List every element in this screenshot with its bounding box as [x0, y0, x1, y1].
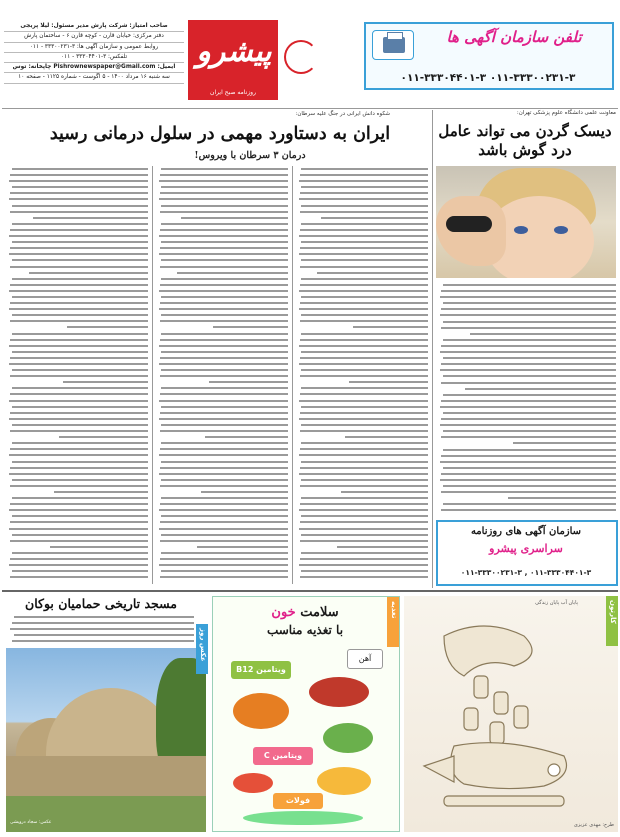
masthead-row: ایمیل: Pishrownewspaper@Gmail.com چاپخانه: توس	[4, 63, 184, 73]
hammam-body	[6, 614, 194, 646]
hammam-mosque-photo	[6, 648, 206, 832]
main-article-col-2	[156, 166, 288, 584]
blood-health-ad	[212, 596, 400, 832]
adorg-ad-subtitle: سراسری پیشرو	[489, 542, 563, 555]
health-ad-subtitle: با تغذیه مناسب	[266, 623, 344, 637]
main-article-col-1	[296, 166, 428, 584]
column-divider	[432, 110, 433, 588]
cartoon-caption: پایان آب پایان زندگی	[535, 600, 578, 606]
food-icon	[309, 677, 369, 707]
cartoon-art	[404, 596, 618, 832]
logo-name: پیشرو	[196, 34, 272, 69]
masthead-row: روابط عمومی و سازمان آگهی ها: ۳-۳۳۳۰۰۲۳۱ - ۰۱۱	[4, 43, 184, 53]
adorg-ad-title: سازمان آگهی های روزنامه	[470, 526, 582, 537]
right-article-kicker: معاونت علمی دانشگاه علوم پزشکی تهران:	[516, 110, 616, 116]
column-divider	[292, 166, 293, 584]
right-article-body	[436, 282, 616, 514]
folate-badge: فولات	[273, 793, 323, 809]
boy-ear-exam-photo	[436, 166, 616, 278]
food-icon	[317, 767, 371, 795]
logo-swirl-icon	[278, 34, 318, 82]
main-article-col-3	[6, 166, 148, 584]
phone-ad-title: تلفن سازمان آگهی ها	[446, 28, 582, 46]
food-icon	[323, 723, 373, 753]
fax-icon	[372, 30, 414, 60]
right-article-headline: دیسک گردن می تواند عامل درد گوش باشد	[438, 122, 612, 159]
health-ad-title	[217, 605, 393, 620]
column-divider	[152, 166, 153, 584]
adorg-ad-box	[436, 520, 618, 586]
masthead-info	[4, 22, 184, 106]
health-ad-title-part: سلامت	[295, 605, 339, 620]
masthead-row: صاحب امتیاز: شرکت پارش مدیر مسئول: لیلا پریجی	[4, 22, 184, 32]
phone-ad-box	[364, 22, 614, 90]
vitamin-b12-badge: ویتامین B12	[231, 661, 291, 679]
food-icon	[233, 693, 289, 729]
photo-credit: عکس: سجاد درویشی	[10, 820, 52, 825]
masthead-row: دفتر مرکزی: خیابان قارن - کوچه قارن ۶ - ساختمان پارش	[4, 32, 184, 42]
photo-of-day-tag-label: عکس روز	[199, 628, 207, 662]
iron-badge: آهن	[347, 649, 383, 669]
photo-of-day-tag	[196, 624, 208, 674]
main-article-kicker: شکوه دانش ایرانی در جنگ علیه سرطان:	[295, 111, 390, 117]
header-divider	[2, 108, 618, 109]
health-ad-title-highlight: خون	[271, 605, 296, 620]
masthead-row: تلفکس: ۳-۳۳۳۰۴۴۰۱ - ۰۱۱	[4, 53, 184, 63]
fish-skeleton-icon	[404, 596, 618, 832]
adorg-ad-phones: ۰۱۱-۳۳۳۰۰۲۳۱-۳ , ۰۱۱-۳۳۳۰۴۴۰۱-۳	[460, 568, 592, 577]
cartoon-tag-label: کارتون	[609, 600, 617, 624]
food-icon	[233, 773, 273, 793]
vitamin-c-badge: ویتامین C	[253, 747, 313, 765]
cartoon-credit: طرح: مهدی عزیزی	[573, 822, 614, 828]
bottom-section-divider	[2, 590, 618, 592]
health-tag-label: تغذیه	[390, 601, 398, 619]
main-article-headline: ایران به دستاورد مهمی در سلول درمانی رسید	[49, 124, 391, 144]
masthead-row: سه شنبه ۱۶ مرداد ۱۴۰۰ - ۵ اگوست - شماره ۱۱۲۵ - صفحه ۱۰	[4, 73, 184, 83]
main-article-subhead: درمان ۳ سرطان با ویروس!	[194, 150, 306, 161]
phone-ad-numbers: ۰۱۱-۳۳۳۰۴۴۰۱-۳ ۰۱۱-۳۳۳۰۰۲۳۱-۳	[400, 72, 576, 84]
logo-tagline: روزنامه صبح ایران	[210, 89, 256, 96]
hammam-headline: مسجد تاریخی حمامیان بوکان	[25, 596, 177, 611]
newspaper-logo	[188, 20, 278, 100]
food-icon	[243, 811, 363, 825]
